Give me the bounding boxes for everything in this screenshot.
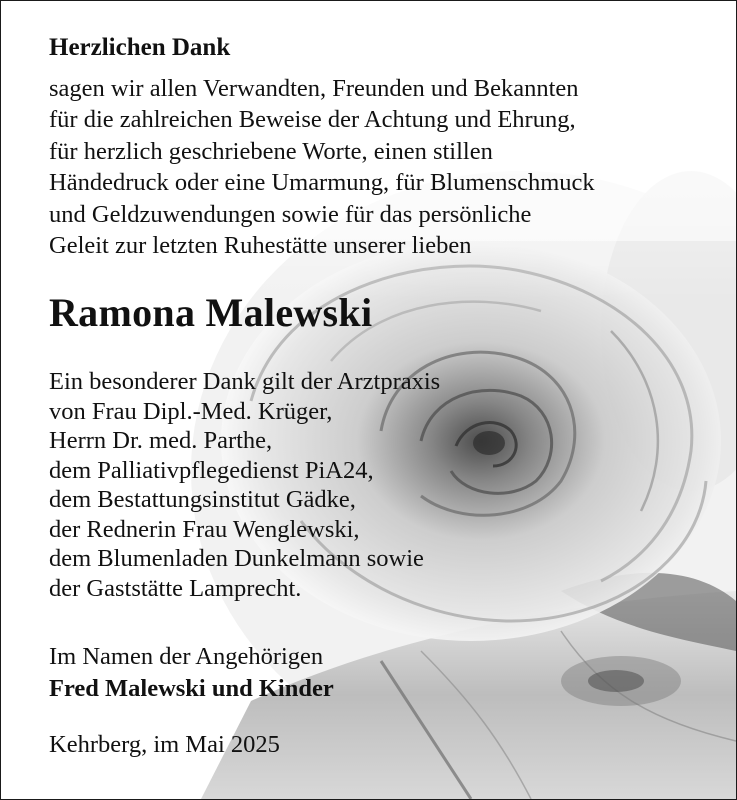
intro-line: sagen wir allen Verwandten, Freunden und Bekannten xyxy=(49,75,579,102)
heading-thanks: Herzlichen Dank xyxy=(49,34,231,61)
intro-line: und Geldzuwendungen sowie für das persönliche xyxy=(49,200,532,228)
thanks-line: der Rednerin Frau Wenglewski, xyxy=(49,515,360,543)
intro-line: Geleit zur letzten Ruhestätte unserer lieben xyxy=(49,232,472,260)
signature-intro: Im Namen der Angehörigen xyxy=(49,643,324,670)
thanks-line: dem Blumenladen Dunkelmann sowie xyxy=(49,545,424,572)
place-and-date: Kehrberg, im Mai 2025 xyxy=(49,731,280,758)
special-thanks-text xyxy=(49,367,440,603)
intro-line: Händedruck oder eine Umarmung, für Blumenschmuck xyxy=(49,169,595,197)
intro-text xyxy=(49,73,595,261)
thanks-line: von Frau Dipl.-Med. Krüger, xyxy=(49,397,333,425)
signature-names: Fred Malewski und Kinder xyxy=(49,675,334,702)
intro-line: für die zahlreichen Beweise der Achtung und Ehrung, xyxy=(49,106,576,134)
intro-line: für herzlich geschriebene Worte, einen stillen xyxy=(49,137,493,165)
thanks-line: dem Palliativpflegedienst PiA24, xyxy=(49,456,374,484)
thanks-line: dem Bestattungsinstitut Gädke, xyxy=(49,486,356,513)
thanks-line: der Gaststätte Lamprecht. xyxy=(49,574,302,602)
thanks-line: Ein besonderer Dank gilt der Arztpraxis xyxy=(49,368,441,395)
thanks-line: Herrn Dr. med. Parthe, xyxy=(49,427,273,454)
deceased-name: Ramona Malewski xyxy=(49,290,373,335)
